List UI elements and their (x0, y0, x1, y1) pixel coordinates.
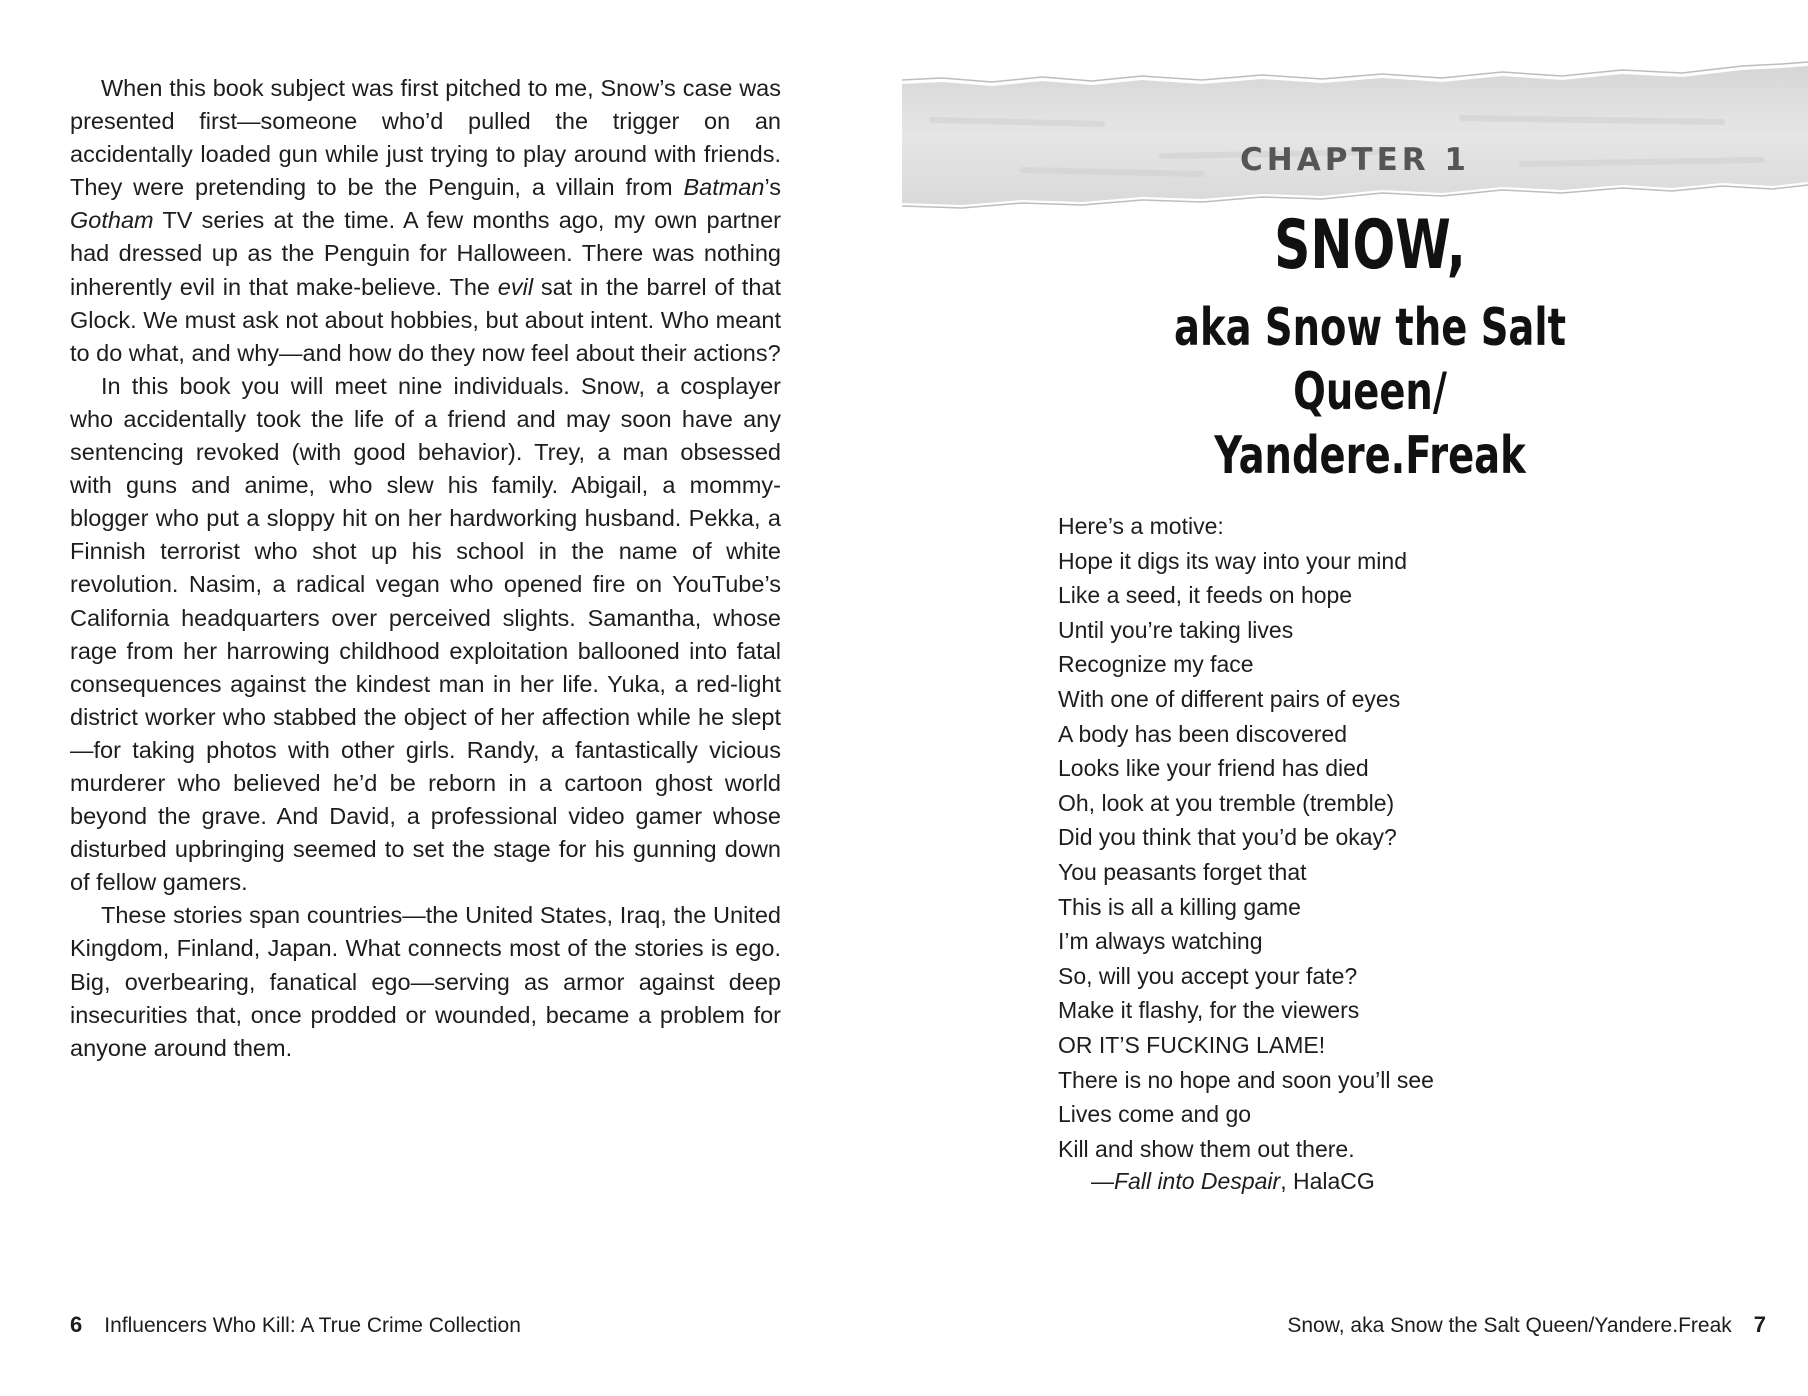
running-head: Influencers Who Kill: A True Crime Collection (104, 1314, 521, 1337)
epigraph-poem (1058, 509, 1434, 1166)
page-number: 6 (70, 1312, 83, 1337)
poem-line: So, will you accept your fate? (1058, 962, 1358, 989)
right-footer (1287, 1310, 1766, 1341)
poem-line: Recognize my face (1058, 651, 1254, 678)
text-run: ’s (764, 174, 781, 201)
text-run: These stories span countries—the United States, Iraq, the United Kingdom, Finland, Japan. What connects most of the stories is ego. Big, overbearing, fanatical ego—serving as armor against deep insecurities that, once prodded or wounded, became a problem for anyone around them. (70, 902, 781, 1061)
poem-line: This is all a killing game (1058, 893, 1301, 920)
torn-paper-shape (902, 60, 1808, 220)
chapter-label: CHAPTER 1 (1240, 142, 1470, 178)
chapter-subtitle (1096, 296, 1644, 488)
poem-line: Like a seed, it feeds on hope (1058, 582, 1353, 609)
poem-line: A body has been discovered (1058, 720, 1347, 747)
attribution-work: Fall into Despair (1114, 1168, 1281, 1194)
poem-line: Hope it digs its way into your mind (1058, 547, 1407, 574)
left-footer (70, 1310, 521, 1341)
paragraph (70, 370, 781, 900)
body-text (70, 72, 781, 1065)
poem-line: I’m always watching (1058, 928, 1263, 955)
running-head: Snow, aka Snow the Salt Queen/Yandere.Freak (1287, 1314, 1732, 1337)
paragraph (70, 72, 781, 370)
attribution-author: HalaCG (1292, 1168, 1375, 1194)
right-page (880, 0, 1808, 1396)
poem-line: OR IT’S FUCKING LAME! (1058, 1031, 1326, 1058)
italic-text-run: Batman (683, 174, 765, 201)
page-number: 7 (1753, 1312, 1766, 1337)
chapter-title: SNOW, (1274, 206, 1466, 285)
italic-text-run: evil (497, 273, 534, 300)
poem-line: You peasants forget that (1058, 858, 1307, 885)
poem-line: Kill and show them out there. (1058, 1135, 1355, 1162)
chapter-subtitle-line: Yandere.Freak (1214, 426, 1526, 486)
text-run: TV series at the time. A few months ago, my own partner had dressed up as the Penguin for Halloween. There was nothing inherently evil in that make-believe. The (70, 207, 781, 300)
poem-line: Here’s a motive: (1058, 513, 1224, 539)
text-run: sat in the barrel of that Glock. We must ask not about hobbies, but about intent. Who meant to do what, and why—and how do they now feel about their actions? (70, 273, 781, 366)
attribution-dash: — (1091, 1168, 1114, 1194)
poem-line: Until you’re taking lives (1058, 616, 1294, 643)
paragraph (70, 899, 781, 1064)
torn-paper-banner (902, 60, 1808, 220)
poem-line: Make it flashy, for the viewers (1058, 997, 1360, 1024)
poem-line: With one of different pairs of eyes (1058, 685, 1401, 712)
left-page (0, 0, 880, 1396)
poem-line: Did you think that you’d be okay? (1058, 824, 1397, 851)
text-run: In this book you will meet nine individuals. Snow, a cosplayer who accidentally took the life of a friend and may soon have any sentencing revoked (with good behavior). Trey, a man obsessed with guns and anime, who slew his family. Abigail, a mommy-blogger who put a sloppy hit on her hardworking husband. Pekka, a Finnish terrorist who shot up his school in the name of white revolution. Nasim, a radical vegan who opened fire on YouTube’s California headquarters over perceived slights. Samantha, whose rage from her harrowing childhood exploitation ballooned into fatal consequences against the kindest man in her life. Yuka, a red-light district worker who stabbed the object of her affection while he slept—for taking photos with other girls. Randy, a fantastically vicious murderer who believed he’d be reborn in a cartoon ghost world beyond the grave. And David, a professional video gamer whose disturbed upbringing seemed to set the stage for his gunning down of fellow gamers. (70, 372, 781, 896)
poem-line: Looks like your friend has died (1058, 755, 1369, 782)
chapter-subtitle-line: aka Snow the Salt Queen/ (1174, 298, 1566, 422)
text-run: When this book subject was first pitched to me, Snow’s case was presented first—someone who’d pulled the trigger on an accidentally loaded gun while just trying to play around with friends. They were pretending to be the Penguin, a villain from (70, 75, 781, 201)
attribution-separator: , (1280, 1168, 1293, 1194)
poem-line: Lives come and go (1058, 1101, 1252, 1128)
epigraph-attribution (1091, 1164, 1375, 1198)
italic-text-run: Gotham (70, 207, 154, 234)
poem-line: Oh, look at you tremble (tremble) (1058, 789, 1395, 816)
poem-line: There is no hope and soon you’ll see (1058, 1066, 1434, 1093)
